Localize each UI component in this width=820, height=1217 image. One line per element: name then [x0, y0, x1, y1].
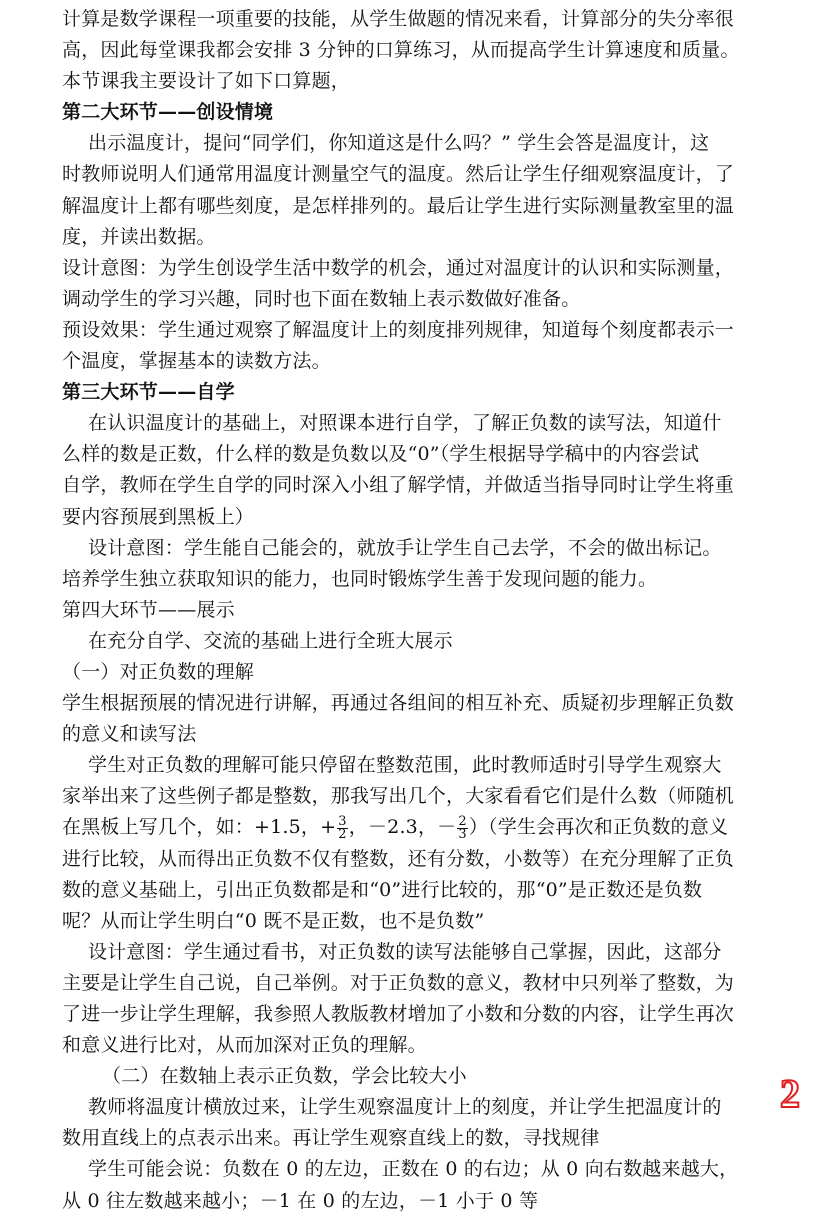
- text-line: 时教师说明人们通常用温度计测量空气的温度。然后让学生仔细观察温度计，了: [62, 163, 735, 186]
- text-line: 设计意图：学生通过看书，对正负数的读写法能够自己掌握，因此，这部分: [88, 940, 722, 963]
- text-line: 和意义进行比对，从而加深对正负的理解。: [62, 1034, 427, 1057]
- text-line: 自学，教师在学生自学的同时深入小组了解学情，并做适当指导同时让学生将重: [62, 474, 735, 497]
- text-line: 在充分自学、交流的基础上进行全班大展示: [88, 629, 453, 652]
- text-line: 本节课我主要设计了如下口算题，: [62, 70, 351, 93]
- text-line: 呢？从而让学生明白“0 既不是正数，也不是负数”: [62, 909, 485, 932]
- text-line: 学生对正负数的理解可能只停留在整数范围，此时教师适时引导学生观察大: [88, 754, 722, 777]
- text-line: 的意义和读写法: [62, 723, 197, 746]
- text-line: 解温度计上都有哪些刻度，是怎样排列的。最后让学生进行实际测量教室里的温: [62, 194, 735, 217]
- fraction-numerator: 2: [458, 813, 467, 829]
- text-line: 第四大环节——展示: [62, 598, 235, 621]
- text-segment: ，－2.3，－: [348, 816, 457, 839]
- text-line: 设计意图：为学生创设学生活中数学的机会，通过对温度计的认识和实际测量，: [62, 256, 735, 279]
- page-number: 2: [780, 1071, 800, 1116]
- text-line-with-fractions: [62, 812, 762, 843]
- document-body: [62, 4, 762, 1217]
- text-line: 个温度，掌握基本的读数方法。: [62, 350, 331, 373]
- fraction-denominator: 2: [338, 826, 347, 842]
- text-line: 在认识温度计的基础上，对照课本进行自学，了解正负数的读写法，知道什: [88, 412, 722, 435]
- text-line: 主要是让学生自己说，自己举例。对于正负数的意义，教材中只列举了整数，为: [62, 971, 735, 994]
- text-line: 学生根据预展的情况进行讲解，再通过各组间的相互补充、质疑初步理解正负数: [62, 692, 735, 715]
- text-line: 培养学生独立获取知识的能力，也同时锻炼学生善于发现问题的能力。: [62, 567, 658, 590]
- text-line: （二）在数轴上表示正负数，学会比较大小: [102, 1065, 467, 1088]
- text-line: （一）对正负数的理解: [62, 660, 255, 683]
- text-line: 教师将温度计横放过来，让学生观察温度计上的刻度，并让学生把温度计的: [88, 1096, 722, 1119]
- text-line: 进行比较，从而得出正负数不仅有整数，还有分数，小数等）在充分理解了正负: [62, 847, 735, 870]
- fraction-numerator: 3: [338, 813, 347, 829]
- text-line: 么样的数是正数，什么样的数是负数以及“0”（学生根据导学稿中的内容尝试: [62, 443, 700, 466]
- fraction-denominator: 3: [458, 826, 467, 842]
- text-line: 出示温度计，提问“同学们，你知道这是什么吗？” 学生会答是温度计，这: [88, 132, 710, 155]
- fraction-three-halves: [337, 813, 347, 842]
- fraction-two-thirds: [457, 813, 467, 842]
- text-segment: 在黑板上写几个，如：+1.5，+: [62, 816, 337, 839]
- text-line: 要内容预展到黑板上）: [62, 505, 255, 528]
- text-line: 设计意图：学生能自己能会的，就放手让学生自己去学，不会的做出标记。: [88, 536, 722, 559]
- text-line: 高，因此每堂课我都会安排 3 分钟的口算练习，从而提高学生计算速度和质量。: [62, 39, 740, 62]
- text-segment: ）（学生会再次和正负数的意义: [468, 816, 729, 839]
- section-heading: 第三大环节——自学: [62, 381, 235, 404]
- text-line: 调动学生的学习兴趣，同时也下面在数轴上表示数做好准备。: [62, 287, 581, 310]
- text-line: 从 0 往左数越来越小；－1 在 0 的左边，－1 小于 0 等: [62, 1189, 539, 1212]
- text-line: 了进一步让学生理解，我参照人教版教材增加了小数和分数的内容，让学生再次: [62, 1003, 735, 1025]
- text-line: 预设效果：学生通过观察了解温度计上的刻度排列规律，知道每个刻度都表示一: [62, 318, 735, 341]
- text-line: 计算是数学课程一项重要的技能，从学生做题的情况来看，计算部分的失分率很: [62, 8, 735, 30]
- text-line: 学生可能会说：负数在 0 的左边，正数在 0 的右边；从 0 向右数越来越大，: [88, 1158, 739, 1181]
- section-heading: 第二大环节——创设情境: [62, 101, 274, 124]
- text-line: 家举出来了这些例子都是整数，那我写出几个，大家看看它们是什么数（师随机: [62, 785, 735, 808]
- text-line: 度，并读出数据。: [62, 225, 216, 248]
- text-line: 数用直线上的点表示出来。再让学生观察直线上的数，寻找规律: [62, 1127, 600, 1150]
- text-line: 数的意义基础上，引出正负数都是和“0”进行比较的，那“0”是正数还是负数: [62, 878, 703, 901]
